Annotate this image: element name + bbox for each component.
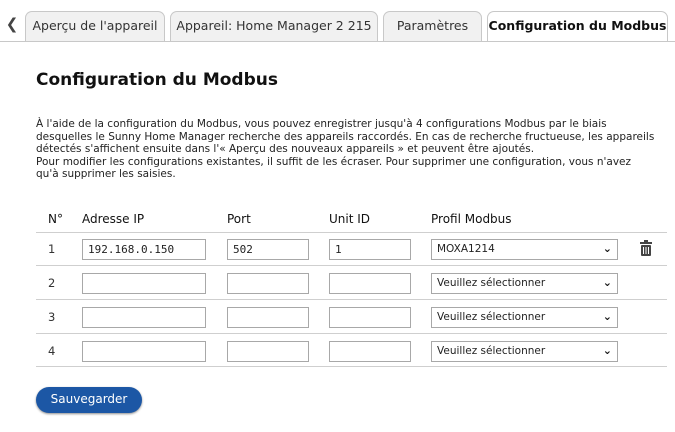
row-divider (36, 232, 667, 233)
row-divider (36, 299, 667, 300)
tab-device-overview[interactable]: Aperçu de l'appareil (25, 11, 165, 41)
column-header-number: N° (48, 212, 63, 226)
modbus-profile-value: Veuillez sélectionner (437, 311, 546, 323)
row-divider (36, 366, 667, 367)
tab-bar (0, 0, 675, 42)
chevron-down-icon: ⌄ (602, 344, 612, 357)
modbus-profile-value: MOXA1214 (437, 243, 495, 255)
ip-address-input[interactable]: 192.168.0.150 (82, 239, 206, 260)
tab-parameters[interactable]: Paramètres (383, 11, 482, 41)
tab-divider (0, 41, 675, 42)
modbus-profile-select[interactable] (431, 307, 618, 328)
port-input[interactable] (227, 307, 309, 328)
trash-icon[interactable] (640, 240, 652, 256)
row-divider (36, 333, 667, 334)
description-paragraph: À l'aide de la configuration du Modbus, vous pouvez enregistrer jusqu'à 4 configurations Modbus par le biais desquelles le Sunny Home Manager recherche des appareils raccordés. En cas de recherche fructueuse, les appareils détectés s'affichent ensuite dans l'« Aperçu des nouveaux appareils » et peuvent être ajoutés. (36, 118, 655, 155)
unit-id-input[interactable] (329, 307, 411, 328)
chevron-down-icon: ⌄ (602, 242, 612, 255)
chevron-down-icon: ⌄ (602, 310, 612, 323)
port-input[interactable]: 502 (227, 239, 309, 260)
port-input[interactable] (227, 341, 309, 362)
row-number: 4 (48, 344, 56, 358)
tab-modbus-configuration[interactable]: Configuration du Modbus (487, 11, 668, 42)
unit-id-input[interactable] (329, 341, 411, 362)
tab-device-home-manager[interactable]: Appareil: Home Manager 2 215 (170, 11, 378, 41)
modbus-profile-select[interactable] (431, 239, 618, 260)
column-header-port: Port (227, 212, 251, 226)
row-number: 3 (48, 310, 56, 324)
ip-address-input[interactable] (82, 341, 206, 362)
modbus-profile-value: Veuillez sélectionner (437, 345, 546, 357)
port-input[interactable] (227, 273, 309, 294)
page-description (36, 118, 656, 181)
unit-id-input[interactable] (329, 273, 411, 294)
column-header-unit-id: Unit ID (329, 212, 371, 226)
unit-id-input[interactable]: 1 (329, 239, 411, 260)
column-header-modbus-profile: Profil Modbus (431, 212, 512, 226)
row-number: 1 (48, 242, 56, 256)
chevron-left-icon[interactable]: ❮ (5, 15, 19, 33)
ip-address-input[interactable] (82, 273, 206, 294)
modbus-profile-value: Veuillez sélectionner (437, 277, 546, 289)
save-button[interactable]: Sauvegarder (36, 387, 142, 413)
ip-address-input[interactable] (82, 307, 206, 328)
modbus-profile-select[interactable] (431, 341, 618, 362)
row-number: 2 (48, 276, 56, 290)
column-header-ip: Adresse IP (82, 212, 145, 226)
modbus-profile-select[interactable] (431, 273, 618, 294)
row-divider (36, 265, 667, 266)
chevron-down-icon: ⌄ (602, 276, 612, 289)
page-title: Configuration du Modbus (36, 70, 278, 90)
description-paragraph: Pour modifier les configurations existantes, il suffit de les écraser. Pour supprimer une configuration, vous n'avez qu'à supprimer les saisies. (36, 155, 632, 180)
